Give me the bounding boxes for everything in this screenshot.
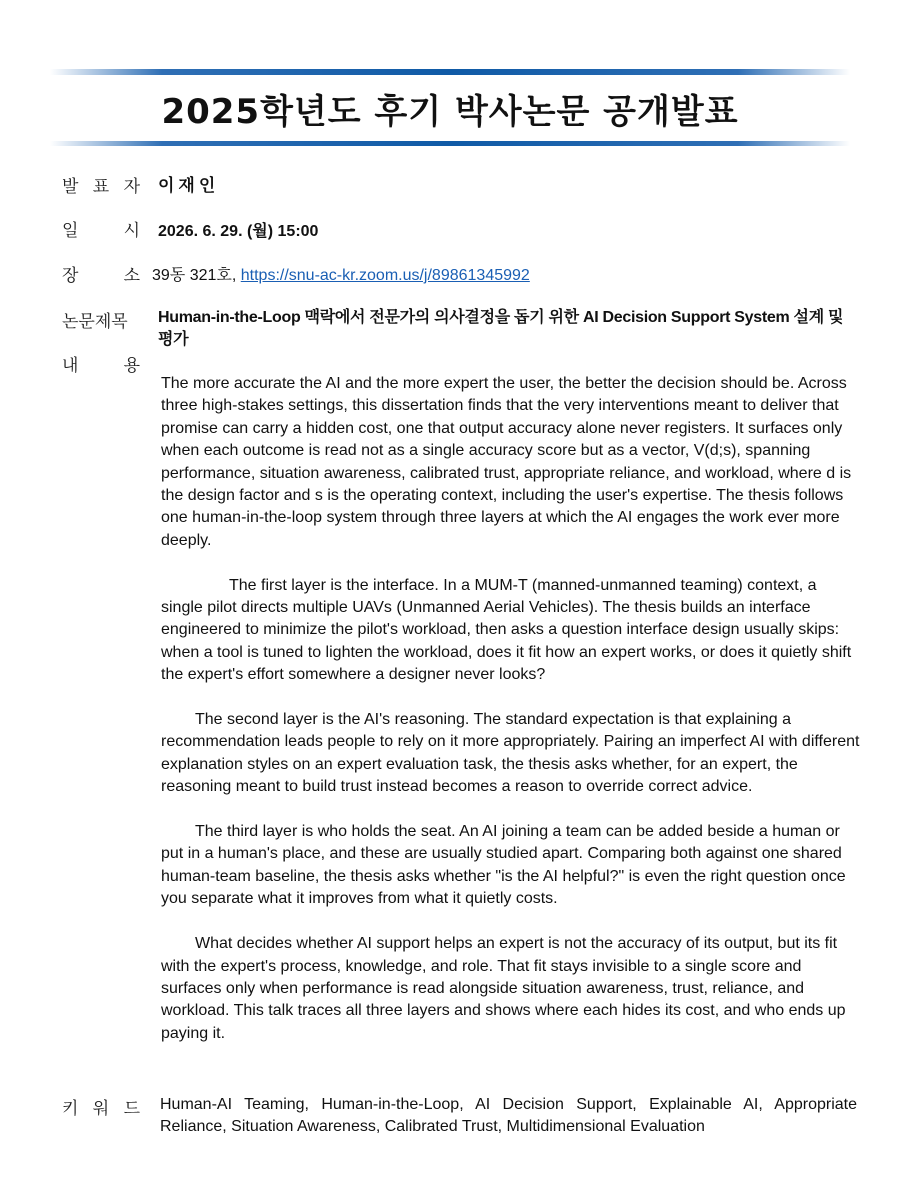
datetime-label-char: 시 — [123, 221, 140, 241]
presenter-label-char: 발 — [62, 177, 79, 197]
presenter-label-char: 표 — [92, 177, 110, 197]
keywords: Human-AI Teaming, Human-in-the-Loop, AI Decision Support, Explainable AI, Appropriate Reliance, Situation Awareness, Calibrated Trust, Multidimensional Evaluation — [160, 1096, 857, 1136]
place-label-char: 장 — [62, 266, 79, 286]
page-title: 2025학년도 후기 박사논문 공개발표 — [161, 92, 739, 132]
abstract-paragraph: What decides whether AI support helps an expert is not the accuracy of its output, but its fit with the expert's process, knowledge, and role. That fit stays invisible to a single score and surfaces only when performance is read alongside situation awareness, trust, reliance, and workload. This talk traces all three layers and shows where each hides its cost, and who ends up paying it. — [161, 935, 846, 1042]
abstract — [161, 373, 861, 1068]
header-rule-bottom — [50, 141, 850, 146]
datetime-label — [62, 216, 140, 241]
keywords-label-char: 워 — [92, 1099, 110, 1119]
presentation-place — [152, 262, 530, 285]
content-label — [62, 351, 140, 376]
thesis-title: Human-in-the-Loop 맥락에서 전문가의 의사결정을 돕기 위한 AI Decision Support System 설계 및 평가 — [158, 309, 844, 348]
thesis-title-label: 논문제목 — [62, 312, 128, 332]
abstract-paragraph: The third layer is who holds the seat. An AI joining a team can be added beside a human or put in a human's place, and these are usually studied apart. Comparing both against one shared human-team baseline, the thesis asks whether "is the AI helpful?" is even the right question once you separate what it improves from what it quietly costs. — [161, 823, 846, 908]
datetime-label-char: 일 — [62, 221, 79, 241]
content-label-char: 용 — [123, 356, 140, 376]
place-room: 39동 321호, — [152, 267, 237, 284]
zoom-link[interactable]: https://snu-ac-kr.zoom.us/j/89861345992 — [240, 267, 530, 284]
abstract-paragraph: The more accurate the AI and the more expert the user, the better the decision should be. Across three high-stakes settings, this dissertation finds that the very interventions meant to deliver that promise can carry a hidden cost, one that output accuracy alone never registers. It surfaces only when each outcome is read not as a single accuracy score but as a vector, V(d;s), spanning performance, situation awareness, calibrated trust, appropriate reliance, and workload, where d is the design factor and s is the operating context, including the user's expertise. The thesis follows one human-in-the-loop system through three layers at which the AI engages the work ever more deeply. — [161, 375, 852, 549]
presenter-label — [62, 172, 140, 197]
keywords-label-char: 키 — [62, 1099, 79, 1119]
keywords-label — [62, 1094, 140, 1119]
abstract-paragraph: The second layer is the AI's reasoning. The standard expectation is that explaining a recommendation leads people to rely on it more appropriately. Pairing an imperfect AI with different explanation styles on an expert evaluation task, the thesis asks whether, for an expert, the reasoning meant to build trust instead becomes a reason to override correct advice. — [161, 711, 860, 796]
content-label-char: 내 — [62, 356, 79, 376]
presenter-name: 이재인 — [158, 176, 220, 196]
place-label-char: 소 — [123, 266, 140, 286]
presenter-label-char: 자 — [123, 177, 140, 197]
keywords-label-char: 드 — [123, 1099, 140, 1119]
presentation-datetime: 2026. 6. 29. (월) 15:00 — [158, 223, 319, 240]
place-label — [62, 261, 140, 286]
header-rule-top — [50, 69, 850, 75]
abstract-paragraph: The first layer is the interface. In a MUM-T (manned-unmanned teaming) context, a single pilot directs multiple UAVs (Unmanned Aerial Vehicles). The thesis builds an interface engineered to minimize the pilot's workload, then asks a question interface design usually skips: when a tool is tuned to lighten the workload, does it fit how an expert works, or does it quietly shift the expert's effort somewhere a designer never looks? — [161, 576, 852, 684]
